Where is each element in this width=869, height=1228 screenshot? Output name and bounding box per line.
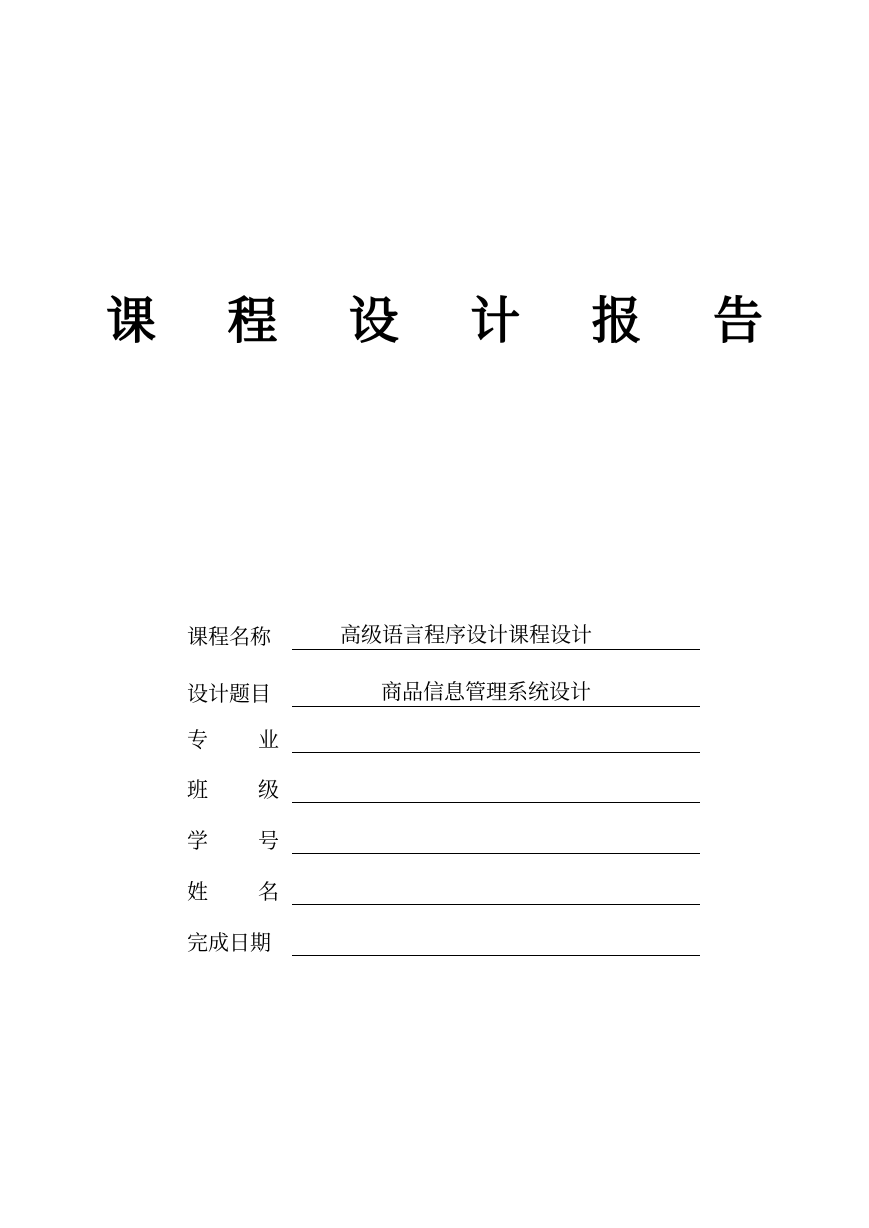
field-class	[187, 773, 700, 803]
field-label: 学 号	[187, 829, 279, 853]
underline-field	[292, 722, 700, 753]
underline-field	[292, 619, 700, 650]
underline-field	[292, 823, 700, 854]
field-student-id	[187, 824, 700, 854]
field-design-topic	[187, 677, 700, 707]
field-course-name	[187, 620, 700, 650]
field-value: 高级语言程序设计课程设计	[340, 623, 592, 647]
field-label: 完成日期	[187, 931, 271, 955]
underline-field	[292, 874, 700, 905]
field-name	[187, 875, 700, 905]
field-completion-date	[187, 926, 700, 956]
field-label: 姓 名	[187, 880, 279, 904]
underline-field	[292, 772, 700, 803]
field-label: 专 业	[187, 728, 279, 752]
field-label: 课程名称	[187, 625, 271, 649]
underline-field	[292, 676, 700, 707]
field-label: 设计题目	[187, 682, 271, 706]
field-label: 班 级	[187, 778, 279, 802]
field-value: 商品信息管理系统设计	[381, 680, 591, 704]
underline-field	[292, 925, 700, 956]
report-title: 课 程 设 计 报 告	[105, 292, 791, 350]
field-major	[187, 723, 700, 753]
